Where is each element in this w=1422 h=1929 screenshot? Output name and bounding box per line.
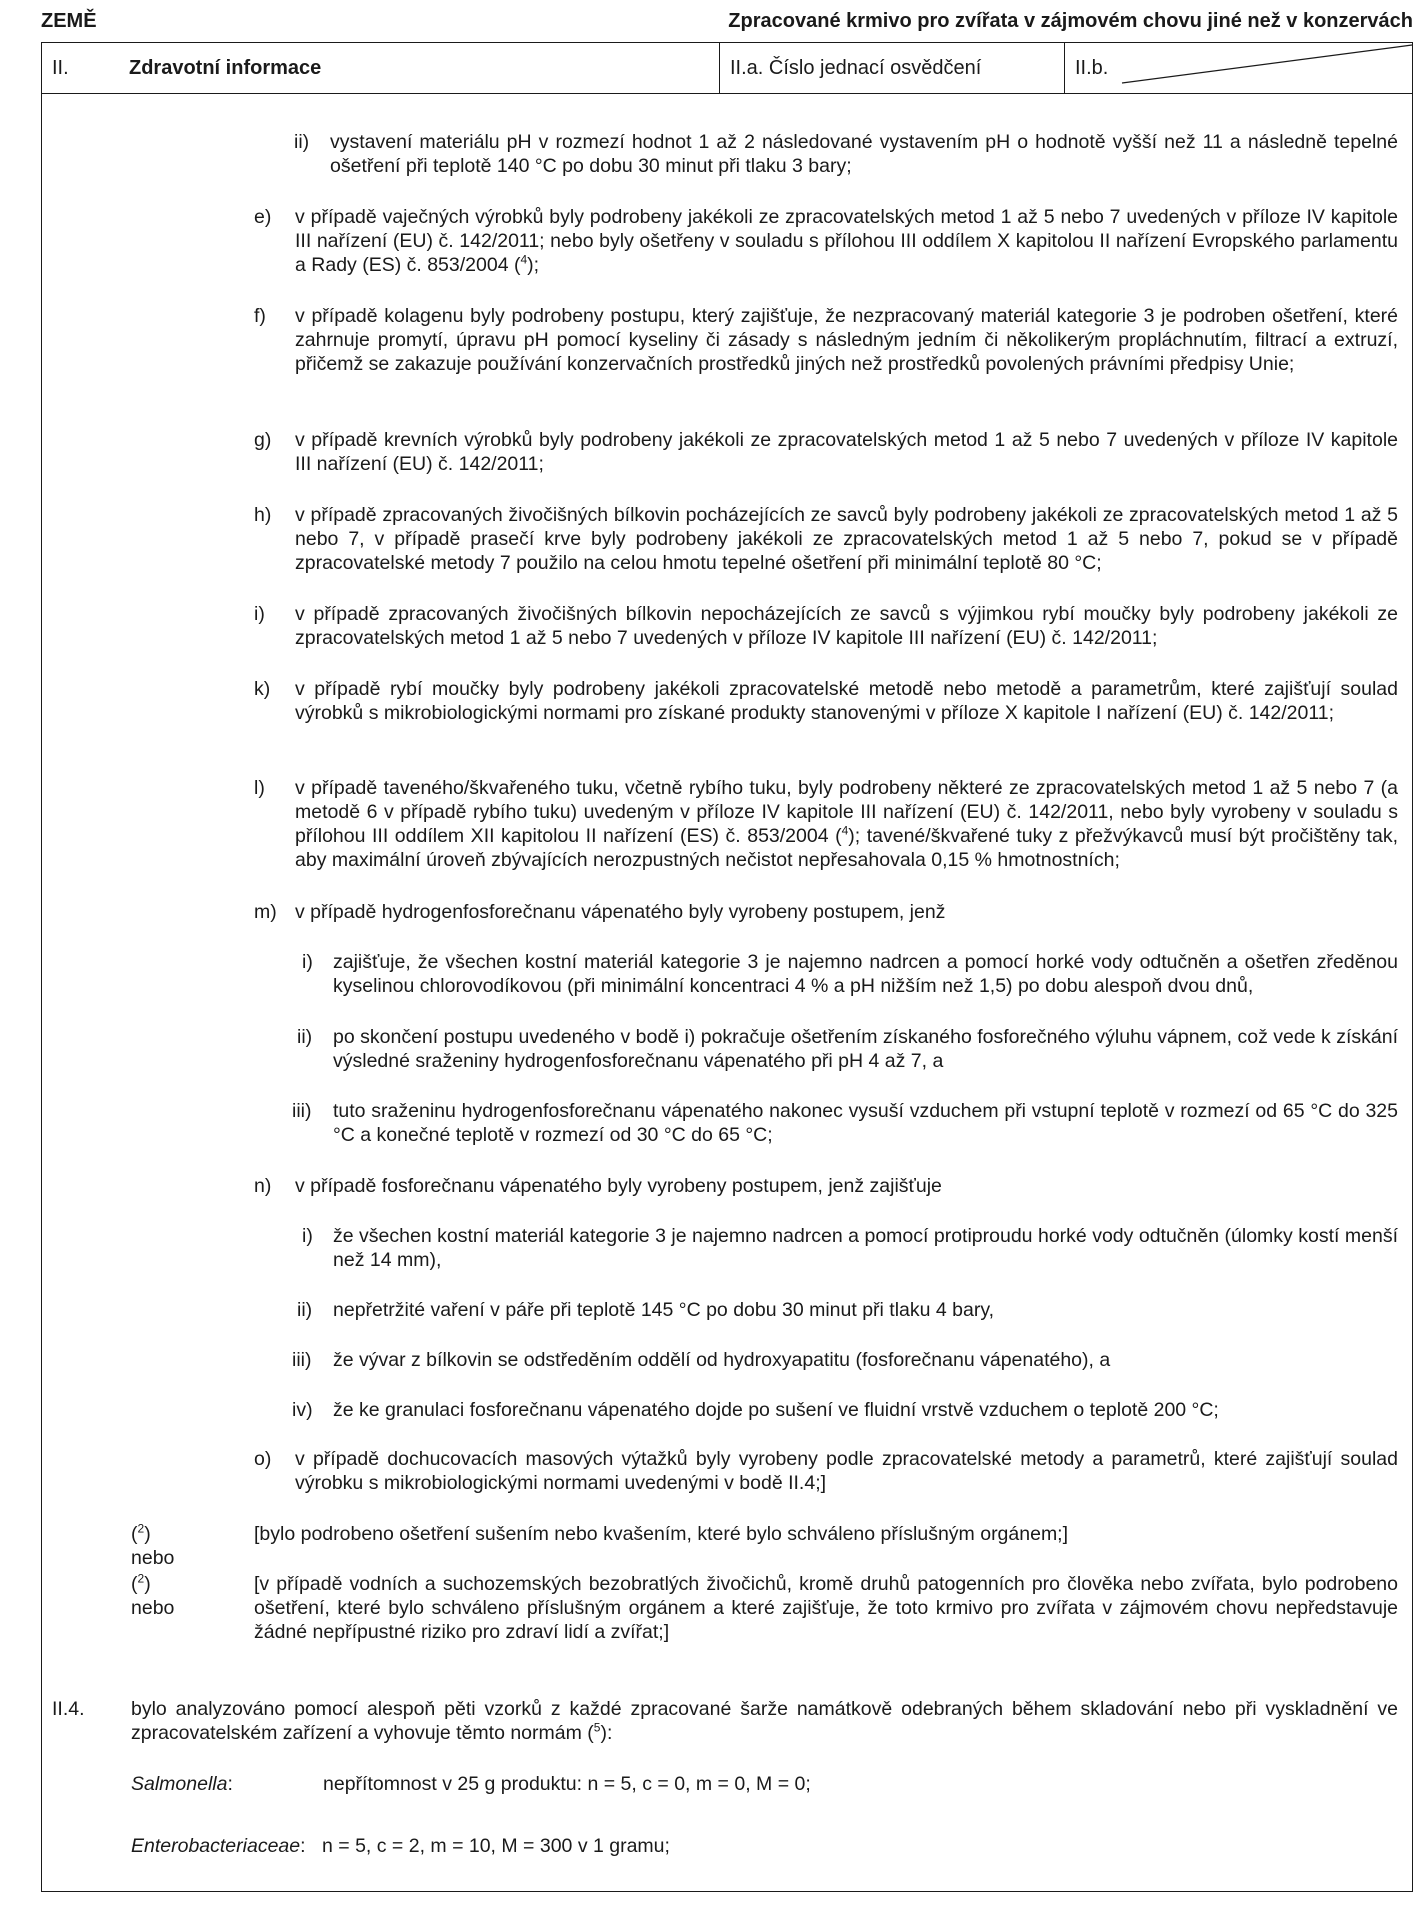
item-text: zajišťuje, že všechen kostní materiál kategorie 3 je najemno nadrcen a pomocí horké vody odtučněn a ošetřen zředěnou kyselinou chlorovodíkovou (při minimální koncentraci 4 % a pH nižším než 1,5) po dobu alespoň dvou dnů, bbox=[333, 951, 1398, 997]
item-text: [v případě vodních a suchozemských bezobratlých živočichů, kromě druhů patogenních pro člověka nebo zvířata, bylo podrobeno ošetření, které bylo schváleno příslušným orgánem a které zajišťuje, že toto krmivo pro zvířata v zájmovém chovu nepředstavuje žádné nepřípustné riziko pro zdraví lidí a zvířat;] bbox=[254, 1573, 1398, 1643]
item-text: že vývar z bílkovin se odstředěním oddělí od hydroxyapatitu (fosforečnanu vápenatého), a bbox=[333, 1349, 1111, 1371]
item-marker: i) bbox=[254, 603, 265, 625]
item-marker: o) bbox=[254, 1448, 272, 1470]
section-title: Zdravotní informace bbox=[129, 57, 322, 79]
item-text-part: bylo analyzováno pomocí alespoň pěti vzorků z každé zpracované šarže namátkově odebraných během skladování nebo při vyskladnění ve zpracovatelském zařízení a vyhovuje těmto normám ( bbox=[131, 1698, 1398, 1744]
item-marker: g) bbox=[254, 429, 272, 451]
footnote-ref: 4 bbox=[841, 823, 849, 838]
item-text: v případě rybí moučky byly podrobeny jakékoli zpracovatelské metodě nebo metodě a parametrům, které zajišťují soulad výrobků s mikrobiologickými normami pro získané produkty stanovenými v příloze X kapitole I nařízení (EU) č. 142/2011; bbox=[295, 678, 1398, 724]
alternative-marker: ($^2$) nebo bbox=[131, 1521, 175, 1569]
reference-number-label: II.a. Číslo jednací osvědčení bbox=[730, 57, 982, 79]
item-marker: ii) bbox=[294, 131, 310, 153]
item-text: v případě dochucovacích masových výtažků byly vyrobeny podle zpracovatelské metody a parametrů, které zajišťují soulad výrobku s mikrobiologickými normami uvedenými v bodě II.4;] bbox=[295, 1448, 1398, 1494]
item-text bbox=[131, 1697, 1398, 1745]
label-colon: : bbox=[227, 1773, 233, 1795]
table-header-row bbox=[42, 43, 1412, 94]
reference-b-label: II.b. bbox=[1075, 57, 1109, 79]
item-text: v případě zpracovaných živočišných bílkovin pocházejících ze savců byly podrobeny jakékoli ze zpracovatelských metod 1 až 5 nebo 7, v případě prasečí krve byly podrobeny jakékoli ze zpracovatelských metod 1 až 5 nebo 7, pokud se v případě zpracovatelské metody 7 použilo na celou hmotu tepelné ošetření při minimální teplotě 80 °C; bbox=[295, 504, 1398, 574]
item-text bbox=[295, 776, 1398, 872]
footnote-ref: 5 bbox=[593, 1720, 601, 1735]
country-label: ZEMĚ bbox=[41, 10, 97, 32]
item-text-part: v případě taveného/škvařeného tuku, včetně rybího tuku, byly podrobeny některé ze zpracovatelských metod 1 až 5 nebo 7 (a metodě 6 v případě rybího tuku) uvedeným v příloze IV kapitole III nařízení (EU) č. 142/2011, nebo byly vyrobeny v souladu s přílohou III oddílem XII kapitolou II nařízení (ES) č. 853/2004 ( bbox=[295, 777, 1398, 847]
organism-name: Salmonella bbox=[131, 1773, 228, 1795]
item-marker: n) bbox=[254, 1175, 272, 1197]
label-colon: : bbox=[300, 1835, 306, 1857]
item-text: v případě zpracovaných živočišných bílkovin nepocházejících ze savců s výjimkou rybí moučky byly podrobeny jakékoli ze zpracovatelských metod 1 až 5 nebo 7 uvedených v příloze IV kapitole III nařízení (EU) č. 142/2011; bbox=[295, 603, 1398, 649]
item-text: v případě fosforečnanu vápenatého byly vyrobeny postupem, jenž zajišťuje bbox=[295, 1175, 942, 1197]
diagonal-strike-line bbox=[42, 43, 1414, 93]
item-text: tuto sraženinu hydrogenfosforečnanu vápenatého nakonec vysuší vzduchem při vstupní teplotě v rozmezí od 65 °C do 325 °C a konečné teplotě v rozmezí od 30 °C do 65 °C; bbox=[333, 1100, 1398, 1146]
item-text: že ke granulaci fosforečnanu vápenatého dojde po sušení ve fluidní vrstvě vzduchem o teplotě 200 °C; bbox=[333, 1399, 1219, 1421]
item-marker: k) bbox=[254, 678, 271, 700]
document-title: Zpracované krmivo pro zvířata v zájmovém chovu jiné než v konzervách bbox=[728, 10, 1413, 32]
item-marker: ii) bbox=[297, 1299, 313, 1321]
item-text: nepřetržité vaření v páře při teplotě 145 °C po dobu 30 minut při tlaku 4 bary, bbox=[333, 1299, 995, 1321]
alternative-marker: ($^2$) nebo bbox=[131, 1571, 175, 1619]
item-marker: iv) bbox=[292, 1399, 313, 1421]
item-text-tail: ): bbox=[600, 1722, 613, 1744]
item-marker: f) bbox=[254, 305, 266, 327]
item-marker: i) bbox=[302, 1225, 313, 1247]
item-text: [bylo podrobeno ošetření sušením nebo kvašením, které bylo schváleno příslušným orgánem;] bbox=[254, 1523, 1069, 1545]
footnote-ref: 4 bbox=[520, 252, 528, 267]
alternative-marker-text: ) nebo bbox=[131, 1523, 175, 1569]
footnote-ref: 2 bbox=[137, 1521, 145, 1536]
organism-name: Enterobacteriaceae bbox=[131, 1835, 301, 1857]
section-number: II. bbox=[52, 57, 69, 79]
item-text: vystavení materiálu pH v rozmezí hodnot 1 až 2 následované vystavením pH o hodnotě vyšší než 11 a následně tepelné ošetření při teplotě 140 °C po dobu 30 minut při tlaku 3 bary; bbox=[330, 131, 1398, 177]
item-text bbox=[295, 205, 1398, 277]
item-text: po skončení postupu uvedeného v bodě i) pokračuje ošetřením získaného fosforečného výluhu vápnem, což vede k získání výsledné sraženiny hydrogenfosforečnanu vápenatého při pH 4 až 7, a bbox=[333, 1026, 1398, 1072]
item-marker: iii) bbox=[292, 1100, 312, 1122]
item-text: v případě hydrogenfosforečnanu vápenatého byly vyrobeny postupem, jenž bbox=[295, 901, 946, 923]
item-marker: m) bbox=[254, 901, 277, 923]
footnote-ref: 2 bbox=[137, 1571, 145, 1586]
criterion-value: n = 5, c = 2, m = 10, M = 300 v 1 gramu; bbox=[322, 1835, 670, 1857]
section-marker: II.4. bbox=[52, 1698, 85, 1720]
page-header bbox=[41, 6, 1413, 36]
item-marker: ii) bbox=[297, 1026, 313, 1048]
item-text: že všechen kostní materiál kategorie 3 je najemno nadrcen a pomocí protiproudu horké vody odtučněn (úlomky kostí menší než 14 mm), bbox=[333, 1225, 1398, 1271]
item-text: v případě krevních výrobků byly podrobeny jakékoli ze zpracovatelských metod 1 až 5 nebo 7 uvedených v příloze IV kapitole III nařízení (EU) č. 142/2011; bbox=[295, 429, 1398, 475]
criterion-label bbox=[131, 1834, 306, 1858]
item-marker: iii) bbox=[292, 1349, 312, 1371]
alternative-marker-text: ) nebo bbox=[131, 1573, 175, 1619]
item-text-part: v případě vaječných výrobků byly podrobeny jakékoli ze zpracovatelských metod 1 až 5 nebo 7 uvedených v příloze IV kapitole III nařízení (EU) č. 142/2011; nebo byly ošetřeny v souladu s přílohou III oddílem X kapitolou II nařízení Evropského parlamentu a Rady (ES) č. 853/2004 ( bbox=[295, 206, 1398, 276]
criterion-value: nepřítomnost v 25 g produktu: n = 5, c = 0, m = 0, M = 0; bbox=[323, 1773, 811, 1795]
item-marker: e) bbox=[254, 206, 272, 228]
item-text: v případě kolagenu byly podrobeny postupu, který zajišťuje, že nezpracovaný materiál kategorie 3 je podroben ošetření, které zahrnuje promytí, úpravu pH pomocí kyseliny či zásady s následným jedním či několikerým propláchnutím, filtrací a extruzí, přičemž se zakazuje používání konzervačních prostředků jiných než prostředků povolených právními předpisy Unie; bbox=[295, 305, 1398, 375]
item-text-tail: ); bbox=[527, 254, 540, 276]
criterion-label bbox=[131, 1772, 233, 1796]
item-marker: l) bbox=[254, 777, 265, 799]
item-marker: i) bbox=[302, 951, 313, 973]
item-text-tail: ); tavené/škvařené tuky z přežvýkavců musí být pročištěny tak, aby maximální úroveň zbývajících nerozpustných nečistot nepřesahovala 0,15 % hmotnostních; bbox=[295, 825, 1398, 871]
item-marker: h) bbox=[254, 504, 272, 526]
